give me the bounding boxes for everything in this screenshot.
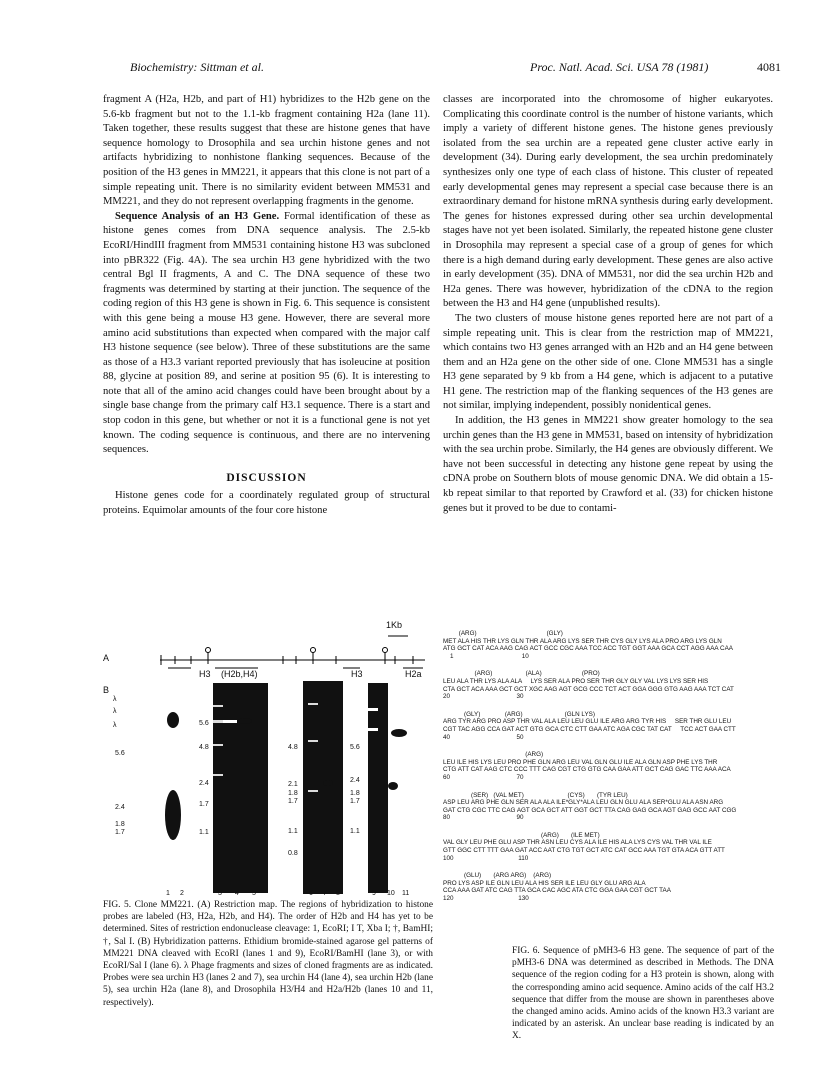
scale-label: 1Kb: [386, 620, 403, 630]
panel-label-b: B: [103, 685, 110, 695]
gene-label: (H2b,H4): [221, 669, 258, 679]
gel-panel-2: [213, 674, 268, 893]
lane-label: 2: [180, 890, 184, 897]
size-label: 5.6: [115, 750, 125, 757]
size-label: 2.4: [199, 780, 209, 787]
lane-label: 10: [387, 890, 395, 897]
size-label: 1.8: [288, 790, 298, 797]
page-number: 4081: [757, 60, 781, 74]
size-label: 5.6: [350, 744, 360, 751]
gel-panel-3: [303, 681, 343, 894]
size-label: 1.8: [115, 821, 125, 828]
gel-panel-1: [158, 688, 188, 888]
size-label: 1.1: [350, 828, 360, 835]
gel-panel-4: [368, 683, 407, 893]
figure-6-sequence: [443, 630, 783, 913]
sequence-block: (SER) (VAL MET) (CYS) (TYR LEU) ASP LEU ARG PHE GLN SER ALA ALA ILE*GLY*ALA LEU GLN GLU ALA SER*GLU ALA ASN ARG GAT CTG CGC TTC CAG AGT GCA GCT ATT GGT GCT TTA CAG GAG GCA AGT GAG GCC AAT CGG 80 90: [443, 791, 737, 822]
figure-6-caption: FIG. 6. Sequence of pMH3-6 H3 gene. The sequence of part of the pMH3-6 DNA was determined as described in Methods. The DNA sequence of the region coding for a H3 protein is shown, along with the corresponding amino acid sequence. Amino acids of the calf H3.2 sequence that differ from the mouse are shown in parentheses above the changed amino acids. Amino acids of the known H3.3 variant are indicated by an asterisk. An unclear base reading is indicated by an X.: [512, 946, 774, 1042]
lane-label: 9: [372, 890, 376, 897]
discussion-heading: DISCUSSION: [226, 471, 307, 484]
gene-label: H3: [199, 669, 211, 679]
paragraph: In addition, the H3 genes in MM221 show greater homology to the sea urchin genes than the H3 gene in MM531, based on intensity of hybridization with the sea urchin probe. Similarly, the H4 genes are obviously different. We have not been successful in detecting any histone gene repeat by using the cDNA probe on Southern blots of mouse genomic DNA. We did obtain a 15-kb repeat similar to that reported by Crawford et al. (33) for chicken histone genes but it proved to be due to contami-: [443, 415, 773, 514]
sequence-block: (GLY) (ARG) (GLN LYS) ARG TYR ARG PRO ASP THR VAL ALA LEU LEU GLU ILE ARG ARG TYR HIS SER THR GLU LEU CGT TAC AGG CCA GAT ACT GTG GCA CTC CTT GAA ATC AGA CGC TAT CAT TCC ACT GAA CTT 40 50: [443, 710, 736, 741]
paragraph: Histone genes code for a coordinately regulated group of structural proteins. Equimolar amounts of the four core histone: [103, 490, 430, 517]
sequence-block: (ARG) LEU ILE HIS LYS LEU PRO PHE GLN ARG LEU VAL GLN GLU ILE ALA GLN ASP PHE LYS THR CTG ATT CAT AAG CTC CCC TTT CAG CGT CTG GTG CAA GAA ATT GCT CAG GAC TTC AAA ACA 60 70: [443, 751, 731, 781]
section-heading: Sequence Analysis of an H3 Gene.: [115, 210, 280, 222]
size-label: 1.7: [115, 829, 125, 836]
left-column: [103, 93, 430, 519]
size-label: 1.1: [288, 828, 298, 835]
size-label: 1.7: [199, 801, 209, 808]
size-label: 1.7: [288, 798, 298, 805]
lambda-marker: λ: [113, 722, 117, 729]
running-head-right: Proc. Natl. Acad. Sci. USA 78 (1981): [530, 60, 709, 74]
paragraph-text: Formal identification of these as histone genes comes from DNA sequence analysis. The 2.5-kb EcoRI/HindIII fragment from MM531 containing histone H3 was subcloned into pBR322 (Fig. 4A). The sea urchin H3 gene hybridized with the two central Bgl II fragments, A and C. The DNA sequence of these two fragments was determined by starting at their junction. The sequence of the coding region of this H3 gene is shown in Fig. 6. This sequence is consistent with this gene being a mouse H3 gene. However, there are several more amino acid substitutions than expected when compared with the major calf H3 histone sequence (see below). Three of these substitutions are the same as those of a H3.3 variant reported previously that has isoleucine at position 88, glycine at position 89, and serine at position 95 (6). It is interesting to note that all of the amino acid changes could have been brought about by a single base change from the primary calf H3.1 sequence. There is a start and stop codon in this gene, but whether or not it is a functional gene is not yet known. The coding sequence is continuous, and there are no intervening sequences.: [103, 210, 430, 456]
sequence-block: (ARG) (ILE MET) VAL GLY LEU PHE GLU ASP THR ASN LEU CYS ALA ILE HIS ALA LYS CYS VAL THR VAL ILE GTT GGC CTT TTT GAA GAT ACC AAT CTG TGT GCT ATC CAT GCC AAA TGT GTA ACA GTT ATT 100 110: [443, 831, 725, 862]
gene-label: H3: [351, 669, 363, 679]
size-label: 1.8: [350, 790, 360, 797]
lane-label: 5: [252, 890, 256, 897]
figure-5-caption: FIG. 5. Clone MM221. (A) Restriction map. The regions of hybridization to histone probes are labeled (H3, H2a, H2b, and H4). The order of H2b and H4 has yet to be determined. Sites of restriction endonuclease cleavage: 1, EcoRI; I T, Xba I; †, BamHI; †, Sal I. (B) Hybridization patterns. Ethidium bromide-stained agarose gel patterns of MM221 DNA cleaved with EcoRI (lanes 1 and 9), EcoRI/BamHI (lane 3), or with EcoRI/Sal I (lane 6). λ Phage fragments and sizes of cloned fragments are as indicated. Probes were sea urchin H3 (lanes 2 and 7), sea urchin H4 (lane 4), sea urchin H2b (lane 5), sea urchin H2a (lane 8), and Drosophila H3/H4 and H2a/H2b (lanes 10 and 11, respectively).: [103, 900, 433, 1008]
running-head-left: Biochemistry: Sittman et al.: [130, 60, 264, 74]
lambda-marker: λ: [113, 708, 117, 715]
size-label: 1.1: [199, 829, 209, 836]
size-label: 4.8: [199, 744, 209, 751]
sequence-block: (ARG) (GLY) MET ALA HIS THR LYS GLN THR ALA ARG LYS SER THR CYS GLY LYS ALA PRO ARG LYS GLN ATG GCT CAT ACA AAG CAG ACT GCC CGC AAA TCC ACC TGT GGT AAA GCA CCT AGG AAA CAA 1 10: [443, 630, 733, 660]
restriction-sites: [161, 652, 413, 665]
paragraph: The two clusters of mouse histone genes reported here are not part of a simple repeating unit. This is clear from the restriction map of MM221, which contains two H3 genes arranged with an H2b and an H4 gene between them and an H2a gene on the other side of one. Clone MM531 has a single H3 gene separated by 9 kb from a H4 gene, which is adjacent to a putative H1 gene. The restriction map of the flanking sequences of the H3 genes are not similar, implying independent, possibly nonidentical genes.: [443, 312, 773, 412]
lane-label: 1: [166, 890, 170, 897]
size-label: 4.8: [288, 744, 298, 751]
lane-label: 4: [235, 890, 239, 897]
size-label: 2.1: [288, 781, 298, 788]
lane-label: 7: [323, 890, 327, 897]
bamhi-markers: [206, 648, 388, 653]
right-column: [443, 93, 773, 516]
size-label: 0.8: [288, 850, 298, 857]
size-label: 5.6: [199, 720, 209, 727]
lane-label: 11: [402, 890, 410, 897]
paragraph: [103, 210, 430, 458]
lane-label: 6: [309, 890, 313, 897]
paragraph: classes are incorporated into the chromosome of higher eukaryotes. Complicating this coordinate control is the number of histone variants, which imply a variety of different histone genes. The histone genes previously isolated from the sea urchin are a repeated gene cluster active early in development (34). During early development, the sea urchin predominately synthesizes only one type of each class of histone. This cluster of repeated early developmental genes may represent a special case because there is an extraordinary demand for histone mRNA synthesis during early development. The genes for histones expressed during other sea urchin developmental stages have not yet been isolated. Similarly, the repeated histone gene cluster in Drosophila may represent a special case of a group of genes for which there is a high demand during early development. These genes are also active in early development (35). DNA of MM531, nor did the sea urchin H2b and H2a genes. There was however, hybridization of the cDNA to the region between the H3 and H4 gene (unpublished results).: [443, 94, 773, 310]
panel-label-a: A: [103, 653, 110, 663]
paragraph: fragment A (H2a, H2b, and part of H1) hybridizes to the H2b gene on the 5.6-kb fragment but not to the 1.1-kb fragment containing H2a (lane 11). Taken together, these results suggest that these are histone genes that have sequence homology to Drosophila and sea urchin histone genes and not artifacts hybridizing to nonhistone flanking sequences. Because of the position of the H3 genes in MM221, it appears that this clone is not part of a simple repeating unit. There is no similarity evident between MM531 and MM221, and they do not represent overlapping fragments in the genome.: [103, 94, 430, 208]
lambda-marker: λ: [113, 696, 117, 703]
sequence-block: (GLU) (ARG ARG) (ARG) PRO LYS ASP ILE GLN LEU ALA HIS SER ILE LEU GLY GLU ARG ALA CCA AAA GAT ATC CAG TTA GCA CAC AGC ATA CTC GGA GAA CGT GCT TAA 120 130: [443, 872, 671, 903]
size-label: 2.4: [115, 804, 125, 811]
gene-label: H2a: [405, 669, 422, 679]
lane-label: 3: [218, 890, 222, 897]
lane-label: 8: [336, 890, 340, 897]
sequence-block: (ARG) (ALA) (PRO) LEU ALA THR LYS ALA ALA LYS SER ALA PRO SER THR GLY GLY VAL LYS LYS SER HIS CTA GCT ACA AAA GCT GCT XGC AAG AGT GCG CCC TCT ACT GGA GGG GTG AAG AAA TCT CAT 20 30: [443, 670, 734, 701]
size-label: 1.7: [350, 798, 360, 805]
size-label: 2.4: [350, 777, 360, 784]
figure-5-graphic: [103, 628, 433, 898]
